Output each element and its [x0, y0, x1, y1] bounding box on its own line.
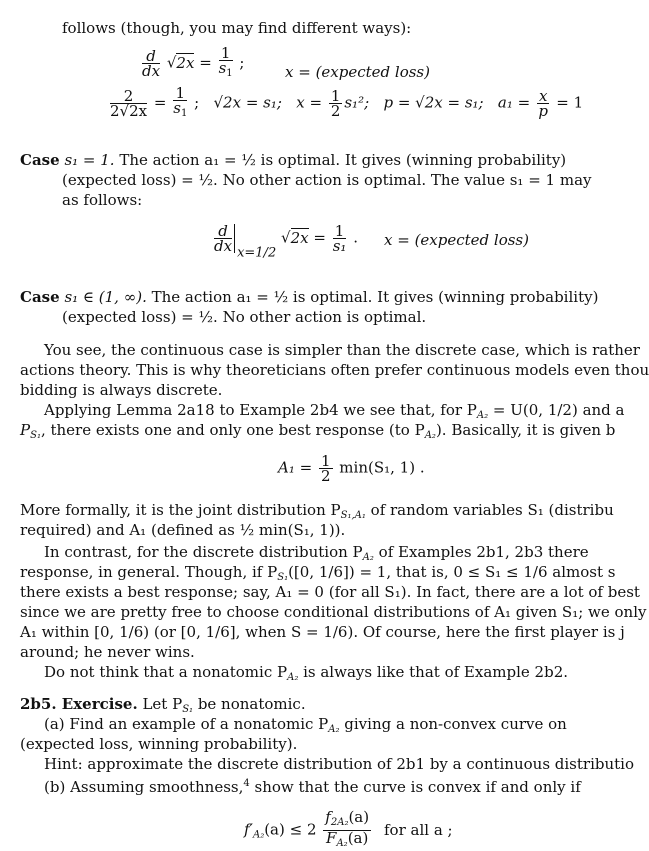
paragraph-line: In contrast, for the discrete distribution $P_{A_2}$ of Examples 2b1, 2b3 there	[44, 543, 589, 563]
intro-text: follows (though, you may find different ways):	[62, 19, 412, 37]
paragraph-line: required) and A₁ (defined as ½ min(S₁, 1)).	[20, 521, 346, 539]
paragraph-line: Do not think that a nonatomic $P_{A_2}$ is always like that of Example 2b2.	[44, 663, 569, 683]
paragraph-line: More formally, it is the joint distribution $P_{S_1,A_1}$ of random variables S₁ (distribu	[20, 501, 614, 521]
equation-evaluated: $\frac{d}{dx}$ x=1/2 √2x = $\frac{1}{\text{s₁}}$ .	[214, 222, 358, 261]
paragraph-line: response, in general. Though, if $P_{S_1}([0$, 1/6]) = 1, that is, 0 ≤ S₁ ≤ 1/6 almost s	[20, 563, 616, 583]
equation-best-response: A₁ = $\frac{1}{2}$ min(S₁, 1) .	[278, 452, 425, 485]
paragraph-line: You see, the continuous case is simpler than the discrete case, which is rather	[44, 341, 640, 359]
equation-convexity: $f'_{A_2}(a) \le 2$ $\frac{f_{2A_2}(a)}{F_{A_2}(a)}$	[244, 808, 370, 849]
case-1-line-3: as follows:	[62, 191, 143, 209]
equation-evaluated-note: x = (expected loss)	[384, 231, 529, 249]
equation-derivative: $\frac{d}{dx}$ √2x = $\frac{1}{s_1}$ ;	[142, 44, 245, 80]
equation-solution: $\frac{2}{2√2x}$ = $\frac{1}{s_1}$ ; √2x = s₁; x = $\frac{1}{2}$ s₁²; p = √2x = s₁; a₁ = $\frac{x}{p}$ = 1	[110, 84, 584, 120]
case-1-line-1: Case s₁ = 1. The action a₁ = ½ is optimal. It gives (winning probability)	[20, 151, 567, 169]
paragraph-line: actions theory. This is why theoreticians often prefer continuous models even thou	[20, 361, 649, 379]
exercise-part-b: (b) Assuming smoothness,$^4$ show that the curve is convex if and only if	[44, 778, 581, 796]
case-2-line-2: (expected loss) = ½. No other action is optimal.	[62, 308, 427, 326]
exercise-heading: 2b5. Exercise. Let $P_{S_1}$ be nonatomic.	[20, 695, 306, 715]
paragraph-line: bidding is always discrete.	[20, 381, 223, 399]
equation-derivative-note: x = (expected loss)	[285, 63, 430, 81]
paragraph-line: $P_{S_1}$, there exists one and only one best response (to $P_{A_2}$). Basically, it is given b	[20, 421, 616, 441]
paragraph-line: since we are pretty free to choose conditional distributions of A₁ given S₁; we only	[20, 603, 647, 621]
paragraph-line: there exists a best response; say, A₁ = 0 (for all S₁). In fact, there are a lot of best	[20, 583, 640, 601]
exercise-hint: Hint: approximate the discrete distribution of 2b1 by a continuous distributio	[44, 755, 634, 773]
case-1-line-2: (expected loss) = ½. No other action is optimal. The value s₁ = 1 may	[62, 171, 592, 189]
exercise-part-a-2: (expected loss, winning probability).	[20, 735, 298, 753]
paragraph-line: around; he never wins.	[20, 643, 195, 661]
case-2-line-1: Case s₁ ∈ (1, ∞). The action a₁ = ½ is optimal. It gives (winning probability)	[20, 288, 599, 306]
paragraph-line: A₁ within [0, 1/6) (or [0, 1/6], when S = 1/6). Of course, here the first player is j	[20, 623, 625, 641]
paragraph-line: Applying Lemma 2a18 to Example 2b4 we see that, for $P_{A_2} = U(0$, 1/2) and a	[44, 401, 625, 421]
equation-convexity-note: for all a ;	[384, 821, 453, 839]
exercise-part-a: (a) Find an example of a nonatomic $P_{A_2}$ giving a non-convex curve on	[44, 715, 567, 735]
